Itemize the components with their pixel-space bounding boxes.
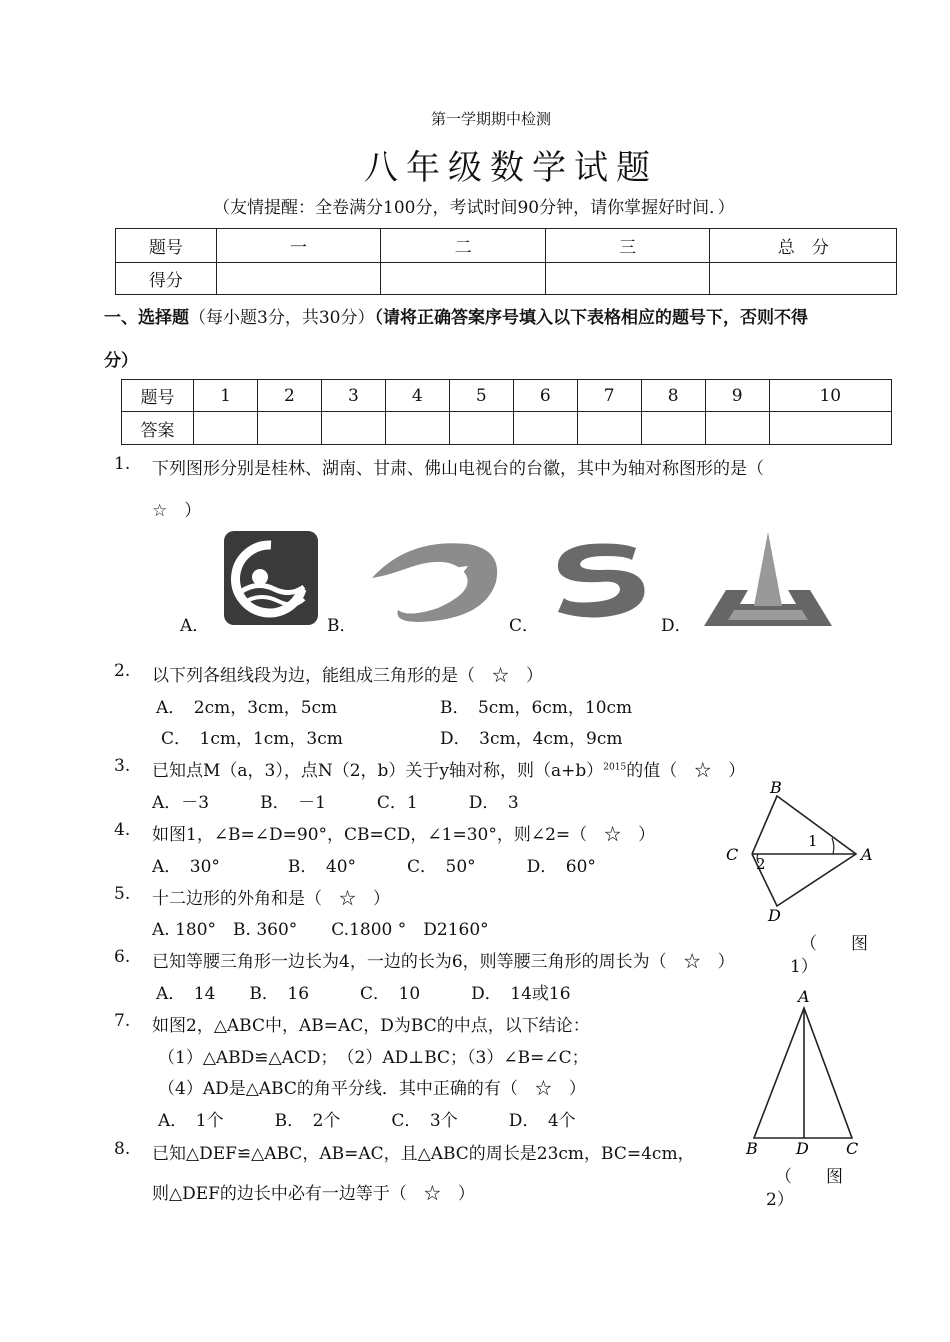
q2-option-c: C． 1cm，1cm，3cm: [161, 729, 343, 749]
answer-number: 1: [194, 380, 258, 412]
q2-number: 2.: [114, 661, 131, 681]
q5-options: A. 180° B. 360° C.1800 ° D2160°: [152, 920, 489, 940]
answer-number: 3: [321, 380, 385, 412]
q2-option-d: D． 3cm，4cm，9cm: [440, 729, 623, 749]
fig1-label-d: D: [768, 906, 781, 925]
q6-options: A． 14 B． 16 C． 10 D． 14或16: [156, 984, 571, 1004]
fig1-caption-b: 1）: [790, 957, 818, 977]
q3-exponent: 2015: [603, 762, 627, 773]
q3-options: A．－3 B． －1 C．1 D． 3: [152, 793, 519, 813]
score-header-cell: 题号: [116, 229, 217, 263]
answer-cell[interactable]: [449, 412, 513, 445]
answer-cell[interactable]: [194, 412, 258, 445]
section1-instruction: （请将正确答案序号填入以下表格相应的题号下，否则不得: [374, 308, 808, 328]
answer-number: 6: [513, 380, 577, 412]
answer-number: 2: [257, 380, 321, 412]
q1-text: 下列图形分别是桂林、湖南、甘肃、佛山电视台的台徽，其中为轴对称图形的是（: [152, 459, 764, 479]
fig2-caption-a: （ 图: [775, 1167, 843, 1187]
score-cell[interactable]: [216, 263, 381, 295]
q6-text: 已知等腰三角形一边长为4，一边的长为6，则等腰三角形的周长为（ ☆ ）: [152, 952, 735, 972]
fig1-label-b: B: [770, 778, 782, 797]
answer-number: 4: [385, 380, 449, 412]
exam-subtitle: 第一学期期中检测: [431, 110, 552, 128]
answer-cell[interactable]: [577, 412, 641, 445]
q1-option-d: D．: [661, 616, 692, 636]
q1-option-c: C．: [509, 616, 540, 636]
q7-text: 如图2，△ABC中，AB=AC，D为BC的中点，以下结论：: [152, 1016, 590, 1036]
answer-cell[interactable]: [385, 412, 449, 445]
foshan-tv-logo: [704, 530, 832, 628]
exam-reminder: （友情提醒：全卷满分100分，考试时间90分钟，请你掌握好时间．）: [213, 198, 735, 218]
fig1-label-angle2: 2: [756, 855, 766, 873]
answer-number: 7: [577, 380, 641, 412]
q8-number: 8.: [114, 1139, 131, 1159]
answer-cell[interactable]: [257, 412, 321, 445]
answer-header-label: 题号: [122, 380, 194, 412]
q3-text-end: 的值（ ☆ ）: [626, 761, 746, 781]
q1-option-a: A．: [180, 616, 210, 636]
fig2-label-c: C: [846, 1139, 859, 1158]
gansu-tv-logo: [550, 540, 652, 620]
score-row-label: 得分: [116, 263, 217, 295]
fig2-caption-b: 2）: [766, 1190, 794, 1210]
score-header-cell: 二: [381, 229, 546, 263]
score-header-cell: 三: [545, 229, 710, 263]
q4-options: A． 30° B． 40° C． 50° D． 60°: [152, 857, 596, 877]
fig1-label-angle1: 1: [808, 832, 818, 850]
q4-number: 4.: [114, 820, 131, 840]
answer-number: 5: [449, 380, 513, 412]
q7-number: 7.: [114, 1011, 131, 1031]
hunan-tv-logo: [368, 538, 500, 624]
score-header-cell: 总 分: [710, 229, 897, 263]
figure-2-triangle: [742, 984, 866, 1160]
answer-table: [121, 379, 892, 445]
q2-option-b: B． 5cm，6cm，10cm: [440, 698, 633, 718]
exam-title: 八年级数学试题: [364, 148, 658, 188]
answer-cell[interactable]: [769, 412, 891, 445]
guilin-tv-logo: [224, 531, 318, 625]
q1-number: 1.: [114, 454, 131, 474]
q8-text: 已知△DEF≌△ABC，AB=AC，且△ABC的周长是23cm，BC=4cm，: [152, 1144, 695, 1164]
section1-title: 一、选择题: [104, 308, 189, 328]
q5-number: 5.: [114, 884, 131, 904]
fig1-caption-a: （ 图: [800, 934, 868, 954]
q1-option-b: B．: [327, 616, 357, 636]
section1-instruction-tail: 分）: [104, 351, 138, 371]
score-cell[interactable]: [710, 263, 897, 295]
score-header-cell: 一: [216, 229, 381, 263]
answer-number: 9: [705, 380, 769, 412]
q3-text: [152, 756, 745, 781]
answer-number: 10: [769, 380, 891, 412]
fig1-label-a: A: [861, 845, 873, 864]
answer-row-label: 答案: [122, 412, 194, 445]
answer-cell[interactable]: [513, 412, 577, 445]
score-table: [115, 228, 897, 295]
q4-text: 如图1，∠B=∠D=90°，CB=CD，∠1=30°，则∠2=（ ☆ ）: [152, 825, 656, 845]
q2-text: 以下列各组线段为边，能组成三角形的是（ ☆ ）: [152, 666, 543, 686]
score-cell[interactable]: [545, 263, 710, 295]
fig2-label-b: B: [746, 1139, 758, 1158]
q5-text: 十二边形的外角和是（ ☆ ）: [152, 889, 390, 909]
section1-heading: [104, 303, 808, 328]
answer-number: 8: [641, 380, 705, 412]
q6-number: 6.: [114, 947, 131, 967]
fig2-label-a: A: [798, 987, 810, 1006]
q7-line2: （1）△ABD≌△ACD； （2）AD⊥BC；（3）∠B=∠C；: [158, 1048, 589, 1068]
answer-cell[interactable]: [705, 412, 769, 445]
fig1-label-c: C: [726, 845, 739, 864]
q7-options: A． 1个 B． 2个 C． 3个 D． 4个: [158, 1111, 576, 1131]
figure-1-quadrilateral: [722, 776, 882, 926]
score-cell[interactable]: [381, 263, 546, 295]
q3-text-main: 已知点M（a，3），点N（2，b）关于y轴对称，则（a+b）: [152, 761, 604, 781]
q1-tail: ☆ ）: [152, 501, 202, 521]
section1-note: （每小题3分，共30分）: [189, 308, 375, 328]
q3-number: 3.: [114, 756, 131, 776]
answer-cell[interactable]: [641, 412, 705, 445]
q2-option-a: A． 2cm，3cm，5cm: [156, 698, 338, 718]
q8-line2: 则△DEF的边长中必有一边等于（ ☆ ）: [152, 1184, 475, 1204]
fig2-label-d: D: [796, 1139, 809, 1158]
answer-cell[interactable]: [321, 412, 385, 445]
q7-line3: （4）AD是△ABC的角平分线．其中正确的有（ ☆ ）: [158, 1079, 586, 1099]
